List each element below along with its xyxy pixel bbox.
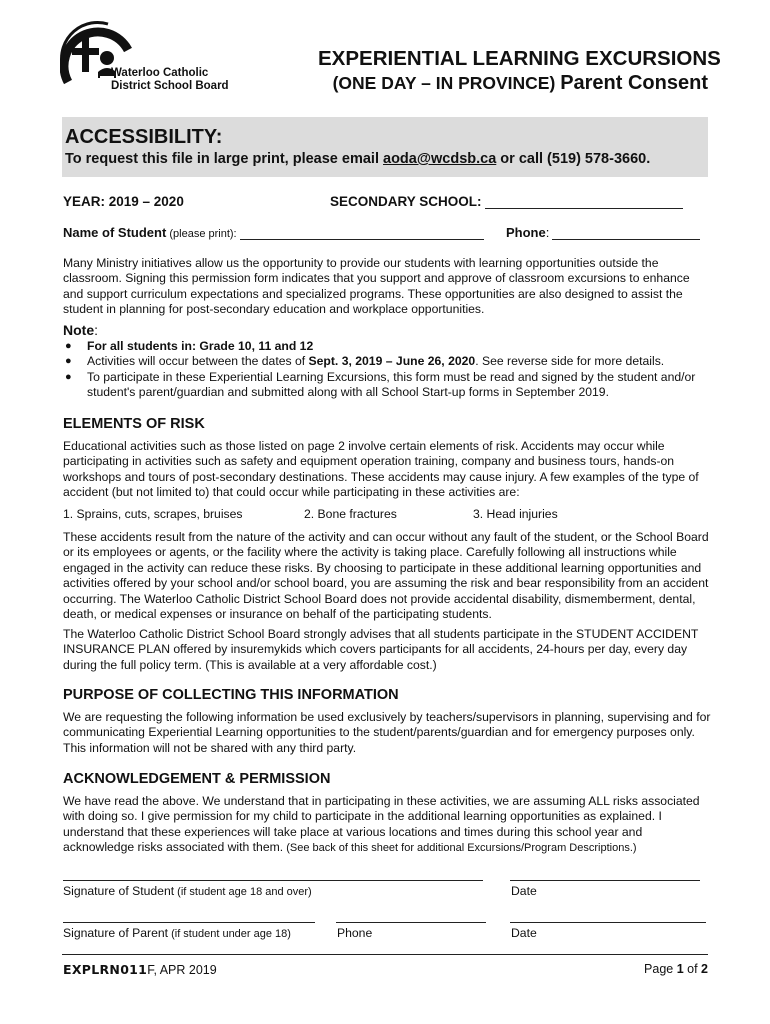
parent-phone-label: Phone: [337, 926, 373, 940]
page-number: [600, 962, 708, 976]
note-item-1: For all students in: Grade 10, 11 and 12: [87, 339, 314, 353]
note-item-2a: Activities will occur between the dates of: [87, 354, 309, 369]
student-signature-text: Signature of Student: [63, 884, 175, 898]
accessibility-text: [65, 151, 650, 167]
page-label: Page: [644, 962, 677, 976]
note-item-2b: . See reverse side for more details.: [475, 354, 665, 369]
secondary-school-label: SECONDARY SCHOOL:: [330, 194, 482, 209]
list-item: [63, 354, 713, 369]
risk-paragraph-2: These accidents result from the nature of the activity and can occur without any fault of the student, or the School Board or its employees or agents, or the facility where the activity is taking place. Carefully following all instructions while engaged in the activity can reduce these risks. By choosing to participate in these additional learning opportunities and activities offered by your school and/or school board, you are assuming the risk and bear responsibility from an accident occurring. The Waterloo Catholic District School Board does not provide accidental disability, dismemberment, dental, death, or medical expenses or insurance on behalf of the participating students.: [63, 530, 709, 622]
accessibility-text-b: or call (519) 578-3660.: [496, 151, 651, 167]
student-name-row: [63, 225, 484, 240]
parent-signature-label: [63, 926, 291, 940]
purpose-paragraph: We are requesting the following information be used exclusively by teachers/supervisors in planning, supervising and for communicating Experiential Learning opportunities to the student/parents/guardian and for emergency purposes only. This information will not be shared with any third party.: [63, 710, 711, 755]
accessibility-email-link[interactable]: aoda@wcdsb.ca: [383, 151, 497, 167]
footer-divider: [62, 954, 708, 955]
form-subtitle-scope: (ONE DAY – IN PROVINCE): [332, 73, 556, 93]
phone-field[interactable]: [552, 226, 700, 240]
list-item: [63, 370, 713, 401]
student-signature-line[interactable]: [63, 880, 483, 881]
student-name-field[interactable]: [240, 226, 484, 240]
acknowledgement-paragraph: [63, 794, 713, 857]
note-list: [63, 339, 713, 401]
note-heading: [63, 322, 98, 338]
student-date-line[interactable]: [510, 880, 700, 881]
acknowledgement-note: (See back of this sheet for additional Excursions/Program Descriptions.): [283, 842, 637, 855]
page-total: 2: [701, 962, 708, 976]
risk-example-2: 2. Bone fractures: [304, 507, 397, 521]
parent-phone-line[interactable]: [336, 922, 486, 923]
intro-paragraph: Many Ministry initiatives allow us the opportunity to provide our students with learning opportunities outside the classroom. Signing this permission form indicates that you support and approve of classroom excursions to enhance and support curriculum expectations and specialized programs. These opportunities are also designed to assist the student in planning for post-secondary education and workplace opportunities.: [63, 256, 690, 317]
student-name-hint: (please print):: [166, 228, 237, 240]
board-name-line1: Waterloo Catholic: [111, 67, 209, 79]
list-item: [63, 339, 713, 354]
parent-signature-line[interactable]: [63, 922, 315, 923]
note-title: Note: [63, 322, 95, 338]
board-name: [111, 67, 229, 92]
purpose-heading: PURPOSE OF COLLECTING THIS INFORMATION: [63, 687, 399, 703]
board-name-line2: District School Board: [111, 79, 229, 92]
note-item-2-dates: Sept. 3, 2019 – June 26, 2020: [308, 354, 476, 369]
risk-example-1: 1. Sprains, cuts, scrapes, bruises: [63, 507, 243, 521]
risk-heading: ELEMENTS OF RISK: [63, 416, 205, 432]
parent-signature-hint: (if student under age 18): [168, 928, 291, 940]
page-current: 1: [676, 962, 684, 976]
risk-paragraph-3: The Waterloo Catholic District School Board strongly advises that all students participate in the STUDENT ACCIDENT INSURANCE PLAN offered by insuremykids which covers participants for all accidents, 24-hours per day, every day during the full policy term. (This is available at a very affordable cost.): [63, 627, 699, 672]
phone-row: [506, 225, 700, 240]
school-year: YEAR: 2019 – 2020: [63, 194, 184, 209]
student-signature-hint: (if student age 18 and over): [174, 886, 312, 898]
note-colon: :: [94, 322, 99, 338]
parent-signature-text: Signature of Parent: [63, 926, 169, 940]
accessibility-text-a: To request this file in large print, please email: [65, 151, 384, 167]
student-signature-label: [63, 884, 312, 898]
phone-label: Phone: [506, 225, 546, 240]
risk-example-3: 3. Head injuries: [473, 507, 558, 521]
student-name-label: Name of Student: [63, 225, 167, 240]
student-date-label: Date: [511, 884, 537, 898]
acknowledgement-text: We have read the above. We understand that in participating in these activities, we are assuming ALL risks associated with doing so. I give permission for my child to participate in the additional learning opportunities as explained. I understand that these experiences will take place at various locations and times during this school year and acknowledge risks associated with them.: [63, 794, 700, 855]
risk-paragraph-1: Educational activities such as those listed on page 2 involve certain elements of risk. Accidents may occur while participating in activities such as safety and equipment operation training, company and business tours, hands-on workshops and tours of post-secondary destinations. These accidents may cause injury. A few examples of the type of accident (but not limited to) that could occur while participating in these activities are:: [63, 439, 699, 500]
note-item-3: To participate in these Experiential Learning Excursions, this form must be read and signed by the student and/or student's parent/guardian and submitted along with all School Start-up forms in September 2019.: [87, 369, 696, 400]
phone-colon: :: [545, 225, 550, 240]
form-subtitle: [318, 72, 708, 95]
bullet-icon: ●: [65, 370, 72, 383]
acknowledgement-heading: ACKNOWLEDGEMENT & PERMISSION: [63, 771, 331, 787]
bullet-icon: ●: [65, 355, 72, 368]
page-of: of: [683, 962, 702, 976]
form-title: EXPERIENTIAL LEARNING EXCURSIONS: [318, 47, 721, 70]
secondary-school-row: [330, 194, 683, 209]
form-code: [63, 962, 217, 977]
parent-date-label: Date: [511, 926, 537, 940]
form-subtitle-consent: Parent Consent: [560, 72, 708, 94]
form-code-date: F, APR 2019: [147, 963, 217, 977]
form-code-id: EXPLRN011: [63, 962, 148, 977]
secondary-school-field[interactable]: [485, 194, 683, 209]
accessibility-title: ACCESSIBILITY:: [65, 126, 223, 148]
bullet-icon: ●: [65, 340, 72, 352]
parent-date-line[interactable]: [510, 922, 706, 923]
